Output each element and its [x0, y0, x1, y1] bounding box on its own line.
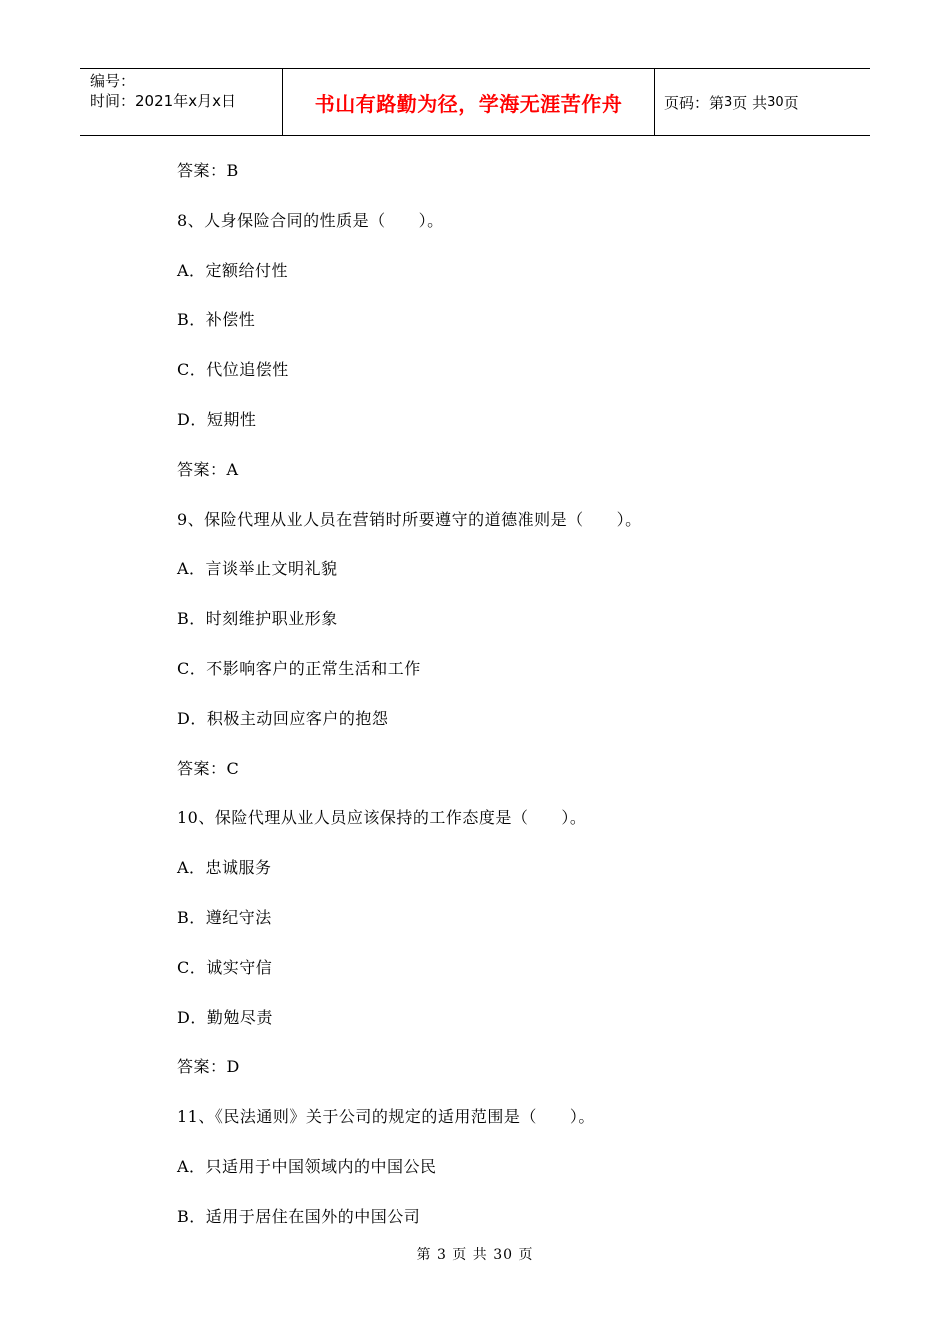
option-d: D．积极主动回应客户的抱怨	[177, 708, 389, 728]
option-a: A．言谈举止文明礼貌	[177, 559, 338, 579]
header-page-number: 页码：第 3 页 共 30 页	[664, 93, 799, 112]
option-b: B．遵纪守法	[177, 907, 272, 927]
page-footer: 第 3 页 共 30 页	[416, 1247, 534, 1263]
document-number-label: 编号：	[90, 72, 136, 90]
question-11: 11、《民法通则》关于公司的规定的适用范围是（ ）。	[177, 1107, 595, 1127]
option-a: A．忠诚服务	[177, 858, 272, 878]
option-b: B．时刻维护职业形象	[177, 609, 338, 629]
option-b: B．适用于居住在国外的中国公司	[177, 1206, 421, 1226]
header-motto: 书山有路勤为径，学海无涯苦作舟	[314, 91, 623, 116]
option-c: C．代位追偿性	[177, 360, 289, 380]
option-c: C．不影响客户的正常生活和工作	[177, 658, 421, 678]
document-date: 时间：2021年x月x日	[90, 92, 237, 110]
header-meta	[80, 69, 282, 135]
option-d: D．短期性	[177, 409, 257, 429]
option-a: A．定额给付性	[177, 260, 289, 280]
answer-line: 答案：C	[177, 758, 240, 778]
option-a: A．只适用于中国领域内的中国公民	[177, 1156, 437, 1176]
page-header	[80, 68, 870, 136]
option-c: C．诚实守信	[177, 957, 273, 977]
answer-line: 答案：B	[177, 161, 239, 180]
question-8: 8、人身保险合同的性质是（ ）。	[177, 210, 444, 230]
question-content	[177, 146, 857, 1242]
option-d: D．勤勉尽责	[177, 1007, 273, 1027]
header-motto-cell	[282, 69, 655, 135]
answer-line: 答案：A	[177, 459, 239, 479]
option-b: B．补偿性	[177, 310, 256, 330]
question-10: 10、保险代理从业人员应该保持的工作态度是（ ）。	[177, 808, 587, 828]
question-9: 9、保险代理从业人员在营销时所要遵守的道德准则是（ ）。	[177, 509, 642, 529]
answer-line: 答案：D	[177, 1057, 240, 1077]
